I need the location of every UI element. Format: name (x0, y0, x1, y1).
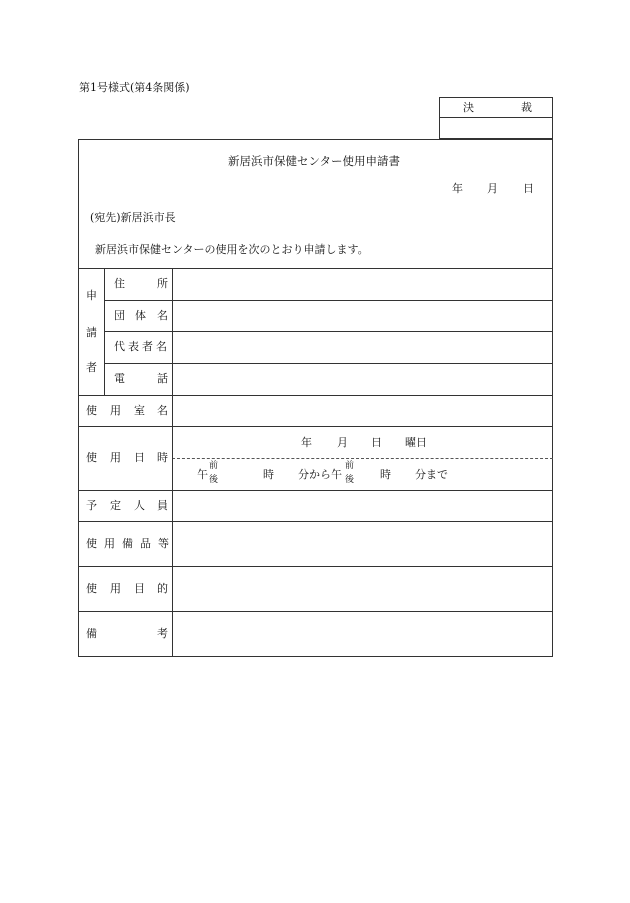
room-char-3: 室 (134, 404, 145, 417)
approval-box (439, 97, 553, 139)
purpose-char-1: 使 (86, 582, 97, 595)
equipment-char-2: 用 (104, 537, 115, 550)
datetime-char-3: 日 (134, 451, 145, 464)
people-input-area[interactable] (174, 492, 552, 520)
group-name-input-area[interactable] (174, 302, 552, 330)
group-name-char-2: 体 (135, 309, 146, 322)
phone-char-1: 電 (114, 372, 125, 385)
room-char-2: 用 (110, 404, 121, 417)
applicant-char-1: 申 (86, 289, 97, 302)
remarks-char-1: 備 (86, 627, 97, 640)
row-divider-purpose (79, 611, 553, 612)
remarks-char-2: 考 (157, 627, 168, 640)
phone-input-area[interactable] (174, 365, 552, 394)
time-gozen: 午 (197, 468, 208, 481)
remarks-input-area[interactable] (174, 613, 552, 656)
representative-input-area[interactable] (174, 333, 552, 362)
datetime-divider (172, 458, 553, 459)
address-char-2: 所 (157, 277, 168, 290)
group-name-char-1: 団 (114, 309, 125, 322)
usage-weekday: 曜日 (405, 436, 427, 449)
purpose-char-2: 用 (110, 582, 121, 595)
time-hour-2: 時 (380, 468, 391, 481)
time-mae-2: 前 (345, 461, 355, 471)
usage-year: 年 (301, 436, 312, 449)
time-mae-1: 前 (209, 461, 219, 471)
approval-char-2: 裁 (521, 101, 532, 114)
time-minute-to: 分まで (415, 468, 448, 481)
people-char-2: 定 (110, 499, 121, 512)
approval-char-1: 決 (463, 101, 474, 114)
datetime-char-4: 時 (157, 451, 168, 464)
col-divider-labels (172, 268, 173, 657)
time-hour-1: 時 (263, 468, 274, 481)
col-divider-applicant (104, 268, 105, 395)
people-char-4: 員 (157, 499, 168, 512)
applicant-char-2: 請 (86, 326, 97, 339)
usage-month: 月 (337, 436, 348, 449)
equipment-input-area[interactable] (174, 523, 552, 565)
time-go-2: 後 (345, 475, 355, 485)
statement: 新居浜市保健センターの使用を次のとおり申請します。 (95, 243, 369, 256)
row-divider-header (79, 268, 553, 269)
date-day: 日 (523, 182, 534, 195)
datetime-char-2: 用 (110, 451, 121, 464)
address-char-1: 住 (114, 277, 125, 290)
room-input-area[interactable] (174, 397, 552, 425)
equipment-char-4: 品 (140, 537, 151, 550)
phone-char-2: 話 (157, 372, 168, 385)
people-char-1: 予 (86, 499, 97, 512)
room-char-1: 使 (86, 404, 97, 417)
purpose-char-4: 的 (157, 582, 168, 595)
approval-box-header (440, 98, 552, 118)
address-input-area[interactable] (174, 270, 552, 299)
applicant-char-3: 者 (86, 361, 97, 374)
datetime-char-1: 使 (86, 451, 97, 464)
form-title: 新居浜市保健センター使用申請書 (228, 154, 401, 168)
row-divider-equipment (79, 566, 553, 567)
application-form (78, 139, 553, 657)
representative-label: 代表者名 (114, 340, 170, 353)
row-divider-datetime (79, 490, 553, 491)
purpose-input-area[interactable] (174, 568, 552, 610)
date-month: 月 (487, 182, 498, 195)
date-year: 年 (452, 182, 463, 195)
people-char-3: 人 (134, 499, 145, 512)
usage-day: 日 (371, 436, 382, 449)
purpose-char-3: 目 (134, 582, 145, 595)
equipment-char-5: 等 (158, 537, 169, 550)
form-number: 第1号様式(第4条関係) (79, 81, 190, 94)
row-divider-applicant (79, 395, 553, 396)
row-divider-room (79, 426, 553, 427)
equipment-char-1: 使 (86, 537, 97, 550)
time-go-1: 後 (209, 475, 219, 485)
room-char-4: 名 (157, 404, 168, 417)
row-divider-people (79, 521, 553, 522)
addressee: (宛先)新居浜市長 (90, 211, 176, 224)
time-minute-from: 分から午 (298, 468, 342, 481)
group-name-char-3: 名 (157, 309, 168, 322)
equipment-char-3: 備 (122, 537, 133, 550)
